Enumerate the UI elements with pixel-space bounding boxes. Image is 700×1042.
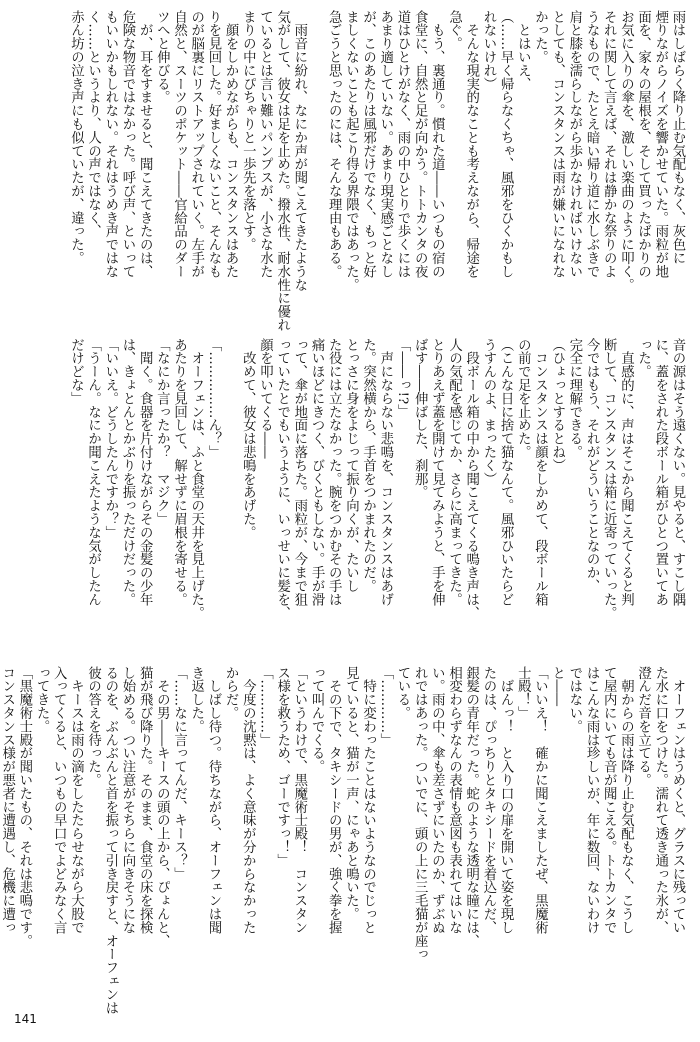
- text-line: あたりを見回して、解せずに眉根を寄せる。: [171, 338, 187, 606]
- text-line: ている。: [395, 666, 410, 720]
- text-line: 銀髪の青年だった。蛇のような透明な瞳には、: [463, 666, 479, 948]
- text-line: 肩と膝を濡らしながら歩かなければいけない: [566, 10, 582, 278]
- text-line: しばし待つ。待ちながら、オーフェンは聞: [205, 666, 221, 934]
- text-line: [222, 338, 239, 644]
- page-number: 141: [14, 1012, 37, 1026]
- text-line: とはいえ、: [515, 10, 531, 91]
- text-line: 顔をしかめながらも、コンスタンスはあた: [223, 10, 239, 278]
- text-line: うなもので、たとえ暗い帰り道に水しぶきで: [584, 10, 600, 278]
- text-line: し始める。つい注意がそちらに向きそうにな: [120, 666, 135, 934]
- text-line: 煙りながらノイズを響かせていた。雨粒が地: [652, 10, 668, 278]
- text-line: た。突然横から、手首をつかまれたのだ。: [360, 338, 376, 593]
- text-line: 音の源はそう遠くない。見やると、すこし隅: [670, 338, 685, 606]
- text-line: りを見回した。好ましくないこと、そんなも: [205, 10, 221, 278]
- text-line: は、きょとんとかぶりを振っただけだった。: [120, 338, 135, 606]
- text-line: もいいかもしれない。それはうめき声ではな: [102, 10, 118, 278]
- text-line: 雨音に紛れ、なにか声が聞こえてきたような: [291, 10, 307, 292]
- text-line: っていたとでもいうように、いっせいに髪を、: [274, 338, 290, 620]
- text-line: き返した。: [188, 666, 204, 733]
- text-tier-middle: [14, 338, 686, 644]
- text-line: 人の気配を感じてか、さらに高まってきた。: [446, 338, 462, 606]
- text-line: 見ていると、猫が一声、にゃあと鳴いた。: [343, 666, 359, 921]
- text-line: 食堂に、自然と足が向かう。トトカンタの夜: [412, 10, 428, 278]
- text-line: れないけれ）: [480, 10, 496, 91]
- text-line: って、傘が地面に落ちた。雨粒が、今まで狙: [291, 338, 307, 606]
- text-line: 澄んだ音を立てる。: [635, 666, 651, 787]
- text-line: った。: [635, 338, 651, 379]
- text-line: ているとは言い難いパンプスが、小さな水た: [257, 10, 273, 278]
- text-line: るのを、ぶんぶんと首を振って引き戻すと、オーフェンは: [102, 666, 118, 1015]
- text-line: ではない。: [566, 666, 582, 733]
- text-line: たのは、ぴっちりとタキシードを着込んだ、: [480, 666, 496, 934]
- text-line: ばんっ！ と入り口の扉を開いて姿を現し: [498, 666, 514, 934]
- text-line: 相変わらずなんの表情も意図も表れてはいな: [446, 666, 462, 934]
- text-line: が、このあたりは風邪だけでなく、もっと好: [360, 10, 376, 278]
- text-line: 「…………」: [257, 666, 273, 747]
- text-line: 「……なに言ってんだ、キース？」: [171, 666, 187, 881]
- text-line: [308, 10, 325, 316]
- text-line: としても、コンスタンスは雨が嫌いになれな: [549, 10, 565, 278]
- text-line: 完全に理解できる。: [566, 338, 582, 459]
- text-line: 危険な物音ではなかった。呼び声、といって: [120, 10, 135, 278]
- text-line: 痛いほどにきつく、びくともしない。手が滑: [309, 338, 325, 606]
- text-line: 「……………ん？」: [205, 338, 221, 459]
- text-line: ス様を救うため、ゴーですっ！」: [274, 666, 290, 867]
- text-line: が、耳をすませると、聞こえてきたのは、: [137, 10, 153, 278]
- text-line: た役には立たなかった。腕をつかむその手は: [326, 338, 342, 606]
- text-line: 声にならない悲鳴を、コンスタンスはあげ: [377, 338, 393, 606]
- text-line: 「というわけで、黒魔術士殿！ コンスタン: [291, 666, 307, 934]
- text-line: 「…………」: [377, 666, 393, 747]
- text-line: そんな現実的なことも考えながら、帰途を: [463, 10, 479, 278]
- text-line: に、蓋をされた段ボール箱がひとつ置いてあ: [652, 338, 668, 606]
- text-line: かった。: [532, 10, 548, 64]
- text-line: のが脳裏にリストアップされていく。左手が: [188, 10, 204, 278]
- text-line: それに関して言えば、それは静かな祭りのよ: [601, 10, 617, 278]
- text-line: 段ボール箱の中から聞こえてくる鳴き声は、: [463, 338, 479, 620]
- text-line: 雨はしばらく降り止む気配もなく、灰色に: [670, 10, 685, 265]
- text-line: と――: [549, 666, 565, 707]
- text-line: （ひょっとするとね）: [549, 338, 565, 472]
- text-line: （こんな日に捨て猫なんて。風邪ひいたらど: [498, 338, 514, 606]
- text-line: その下で、タキシードの男が、強く拳を握: [326, 666, 342, 934]
- text-line: て屋内にいても音が聞こえる。トトカンタで: [601, 666, 617, 934]
- text-tier-bottom: [0, 666, 686, 1015]
- text-line: 改めて、彼女は悲鳴をあげた。: [240, 338, 256, 539]
- text-line: 朝からの雨は降り止む気配もなく、こうし: [618, 666, 634, 934]
- text-line: とっさに身をよじって振り向くが、たいし: [343, 338, 359, 593]
- text-line: ばす――伸ばした、刹那。: [412, 338, 428, 499]
- text-line: 「いいえ！ 確かに聞こえましたぜ、黒魔術: [532, 666, 548, 934]
- text-line: その男――キースの頭の上から、ぴょんと、: [154, 666, 170, 948]
- text-line: コンスタンス様が悪者に遭遇し、危機に遭っ: [0, 666, 15, 934]
- text-line: 気がして、彼女は足を止めた。撥水性、耐水性に優れ: [274, 10, 290, 332]
- text-tier-top: [14, 10, 686, 332]
- text-line: 直感的に、声はそこから聞こえてくると判: [618, 338, 634, 606]
- text-line: 顔を叩いてくる――: [257, 338, 273, 459]
- text-line: 赤ん坊の泣き声にも似ていたが、違った。: [68, 10, 84, 265]
- text-line: 自然と、スーツのポケット――官給品のダー: [171, 10, 187, 278]
- text-line: 「黒魔術士殿が聞いたもの、それは悲鳴です。: [16, 666, 32, 948]
- text-line: って叫んでくる。: [309, 666, 325, 774]
- text-line: もう、裏通り。慣れた道――いつもの宿の: [429, 10, 445, 278]
- text-line: 道はひとけがなく、雨の中ひとりで歩くには: [395, 10, 410, 278]
- text-line: お気に入りの傘を、激しい楽曲のように叩く。: [618, 10, 634, 292]
- text-line: 「なにか言ったか？ マジク」: [154, 338, 170, 526]
- text-line: あまり適していない。あまり現実感ごとなし: [377, 10, 393, 278]
- text-line: く……というより、人の声ではなく、: [85, 10, 101, 238]
- text-line: 入ってくると、いつもの早口でよどみなく言: [51, 666, 67, 934]
- text-line: うすんのよ、まったく）: [480, 338, 496, 486]
- text-line: 「――っ!?」: [395, 338, 410, 418]
- text-line: 聞く。食器を片付けながらその金髪の少年: [137, 338, 153, 606]
- text-line: 猫が飛び降りた。そのまま、食堂の床を探検: [137, 666, 153, 934]
- text-line: 特に変わったことはないようなのでじっと: [360, 666, 376, 934]
- text-line: まりの中にぴちゃりと一歩先を落とす。: [240, 10, 256, 252]
- text-line: 今ではもう、それがどういうことなのか、: [584, 338, 600, 593]
- text-line: キースは雨の滴をしたたらせながら大股で: [68, 666, 84, 934]
- text-line: 「うーん。なにか聞こえたような気がしたん: [85, 338, 101, 606]
- text-line: ましくないことも起こり得る界隈ではあった。: [343, 10, 359, 292]
- text-line: （……早く帰らなくちゃ、風邪をひくかもし: [498, 10, 514, 278]
- text-line: た水に口をつけた。濡れて透き通った氷が、: [652, 666, 668, 934]
- text-line: の前で足を止めた。: [515, 338, 531, 459]
- text-line: ってきた。: [34, 666, 50, 733]
- text-line: コンスタンスは顔をしかめて、段ボール箱: [532, 338, 548, 606]
- text-line: オーフェンは、ふと食堂の天井を見上げた。: [188, 338, 204, 620]
- text-line: 断して、コンスタンスは箱に近寄っていった。: [601, 338, 617, 620]
- text-line: だけどな」: [68, 338, 84, 405]
- text-line: からだ。: [223, 666, 239, 720]
- text-line: 彼の答えを待った。: [85, 666, 101, 787]
- text-line: 「いいえ。どうしたんですか？」: [102, 338, 118, 539]
- text-line: とりあえず蓋を開けて見てみようと、手を伸: [429, 338, 445, 606]
- text-line: 面を、家々の屋根を、そして買ったばかりの: [635, 10, 651, 278]
- text-line: はこんな雨は珍しいが、年に数回、ないわけ: [584, 666, 600, 934]
- text-line: 急ごうと思ったのには、そんな理由もある。: [326, 10, 342, 278]
- text-line: オーフェンはうめくと、グラスに残ってい: [670, 666, 685, 934]
- text-line: 今度の沈黙は、よく意味が分からなかった: [240, 666, 256, 934]
- text-line: 急ぐ。: [446, 10, 462, 51]
- text-line: 士殿！」: [515, 666, 531, 720]
- text-line: れではあった。ついでに、頭の上に三毛猫が座っ: [412, 666, 428, 961]
- text-line: い。雨の中、傘も差さずにいたのか、ずぶぬ: [429, 666, 445, 934]
- text-line: ツへと伸びる。: [154, 10, 170, 104]
